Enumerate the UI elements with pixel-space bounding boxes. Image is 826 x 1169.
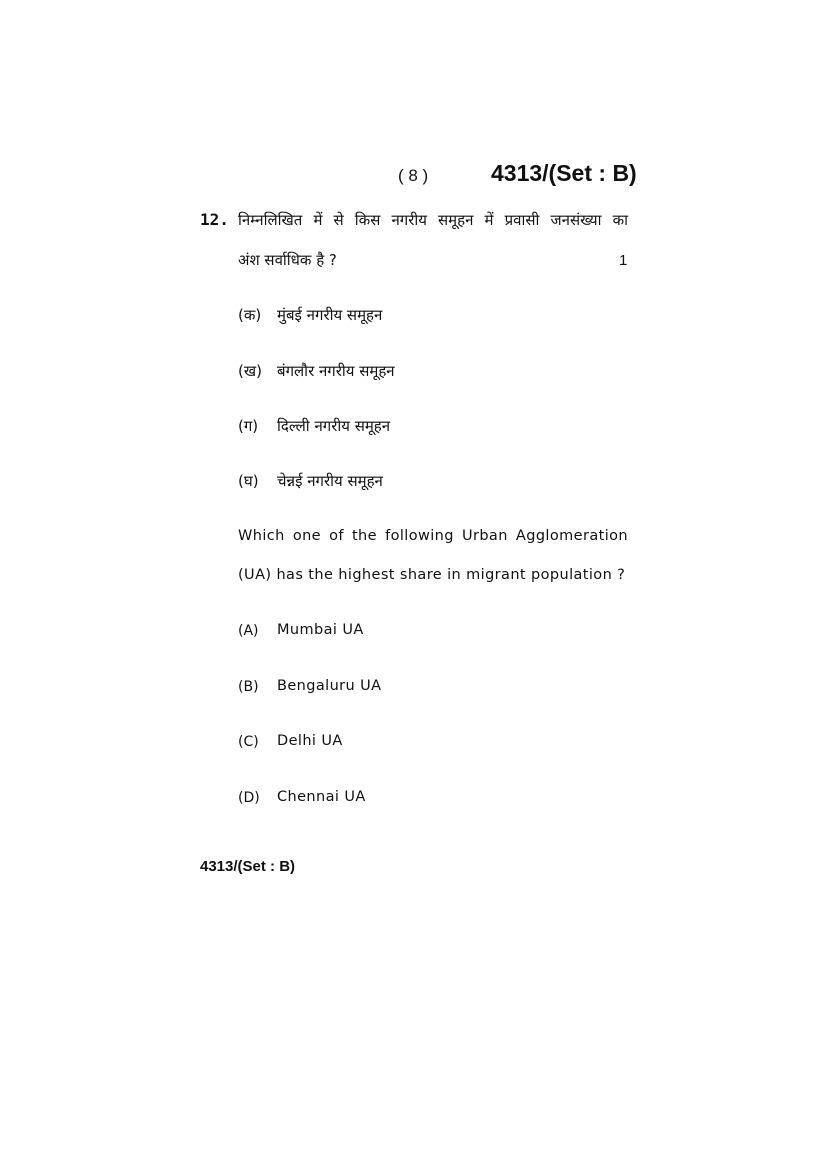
paper-code-header: 4313/(Set : B) (491, 160, 637, 186)
option-text-d: Chennai UA (277, 789, 366, 805)
option-label-hindi-ga: (ग) (238, 417, 259, 435)
paper-code-footer: 4313/(Set : B) (200, 858, 296, 875)
option-text-hindi-gha: चेन्नई नगरीय समूहन (277, 472, 383, 490)
option-label-b: (B) (238, 679, 259, 695)
option-text-hindi-ga: दिल्ली नगरीय समूहन (277, 417, 391, 435)
question-text-hindi-line2: अंश सर्वाधिक है ? (238, 251, 337, 269)
option-label-c: (C) (238, 734, 259, 750)
option-label-hindi-kha: (ख) (238, 362, 262, 380)
option-text-c: Delhi UA (277, 733, 343, 749)
question-text-english-line1: Which one of the following Urban Agglomeration (238, 528, 628, 544)
question-text-english-line2: (UA) has the highest share in migrant population ? (238, 567, 626, 583)
question-number: 12. (200, 210, 229, 229)
option-text-a: Mumbai UA (277, 622, 364, 638)
option-label-d: (D) (238, 790, 260, 806)
option-label-hindi-ka: (क) (238, 306, 262, 324)
question-text-hindi-line1: निम्नलिखित में से किस नगरीय समूहन में प्रवासी जनसंख्या का (238, 211, 628, 229)
question-marks: 1 (619, 252, 628, 269)
option-label-hindi-gha: (घ) (238, 472, 259, 490)
option-text-hindi-ka: मुंबई नगरीय समूहन (277, 306, 383, 324)
option-text-hindi-kha: बंगलौर नगरीय समूहन (277, 362, 395, 380)
option-label-a: (A) (238, 623, 259, 639)
option-text-b: Bengaluru UA (277, 678, 382, 694)
page-number: ( 8 ) (398, 166, 429, 185)
